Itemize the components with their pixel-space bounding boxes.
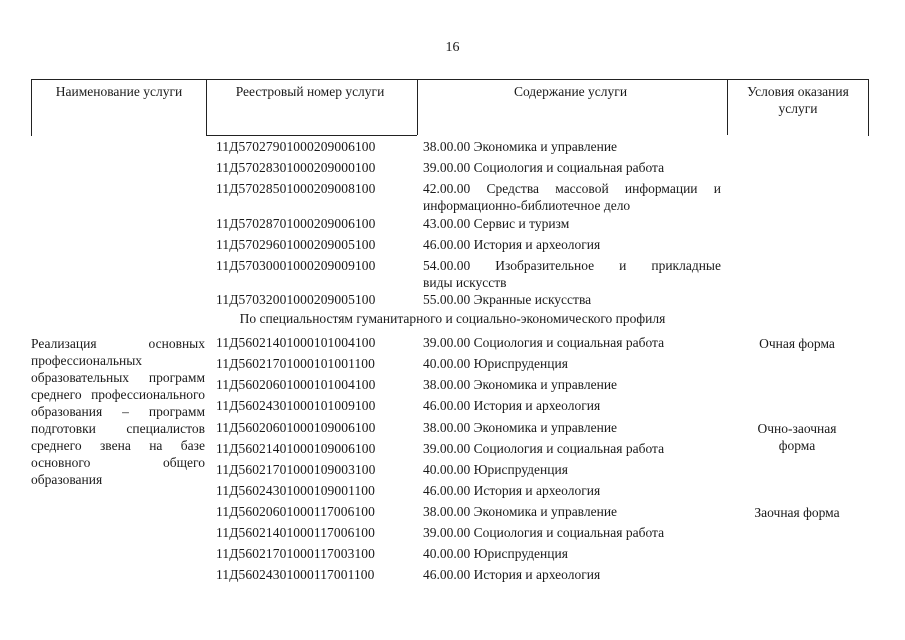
registry-number: 11Д56021401000109006100 <box>216 441 376 456</box>
registry-number: 11Д56020601000117006100 <box>216 504 376 519</box>
table-row <box>0 483 905 504</box>
table-row <box>0 160 905 181</box>
registry-number: 11Д57030001000209009100 <box>216 258 376 273</box>
service-content: 39.00.00 Социология и социальная работа <box>423 335 665 350</box>
registry-number: 11Д56021401000101004100 <box>216 335 376 350</box>
condition-distance: Заочная форма <box>754 505 840 520</box>
registry-number: 11Д57028701000209006100 <box>216 216 376 231</box>
service-content: 40.00.00 Юриспруденция <box>423 546 568 561</box>
service-content-continuation: информационно-библиотечное дело <box>423 198 631 213</box>
page-number: 16 <box>445 40 460 55</box>
registry-number: 11Д56021701000101001100 <box>216 356 376 371</box>
service-content: 40.00.00 Юриспруденция <box>423 356 568 371</box>
service-content: 38.00.00 Экономика и управление <box>423 377 618 392</box>
table-row <box>0 139 905 160</box>
service-content: 39.00.00 Социология и социальная работа <box>423 525 665 540</box>
registry-number: 11Д56021701000109003100 <box>216 462 376 477</box>
table-row <box>0 237 905 258</box>
registry-number: 11Д56024301000109001100 <box>216 483 376 498</box>
table-row <box>0 216 905 237</box>
table-row <box>0 377 905 398</box>
table-row <box>0 546 905 567</box>
table-row <box>0 462 905 483</box>
registry-number: 11Д57032001000209005100 <box>216 292 376 307</box>
service-content: 38.00.00 Экономика и управление <box>423 139 618 154</box>
header-service-name: Наименование услуги <box>55 84 183 99</box>
service-content: 38.00.00 Экономика и управление <box>423 504 618 519</box>
service-name: Реализация основных профессиональных образовательных программ среднего профессионального образования – программ подготовки специалистов среднего звена на базе основного общего образования <box>31 336 205 487</box>
service-content: 46.00.00 История и археология <box>423 398 601 413</box>
table-row <box>0 567 905 588</box>
service-content-continuation: виды искусств <box>423 275 507 290</box>
registry-number: 11Д57027901000209006100 <box>216 139 376 154</box>
table-header-row <box>31 79 869 136</box>
service-content: 39.00.00 Социология и социальная работа <box>423 160 665 175</box>
service-content: 46.00.00 История и археология <box>423 567 601 582</box>
header-divider-2 <box>417 79 418 135</box>
header-service-conditions: Условия оказания услуги <box>747 84 849 116</box>
section-title: По специальностям гуманитарного и социально-экономического профиля <box>239 311 666 326</box>
registry-number: 11Д56024301000117001100 <box>216 567 375 582</box>
condition-part-time: Очно-заочная форма <box>757 421 837 453</box>
service-content: 40.00.00 Юриспруденция <box>423 462 568 477</box>
service-content: 55.00.00 Экранные искусства <box>423 292 592 307</box>
registry-number: 11Д57028301000209000100 <box>216 160 376 175</box>
service-content: 43.00.00 Сервис и туризм <box>423 216 570 231</box>
registry-number: 11Д56020601000109006100 <box>216 420 376 435</box>
service-content: 39.00.00 Социология и социальная работа <box>423 441 665 456</box>
header-bottom-border <box>206 135 417 136</box>
registry-number: 11Д56020601000101004100 <box>216 377 376 392</box>
registry-number: 11Д57028501000209008100 <box>216 181 376 196</box>
table-row <box>0 398 905 419</box>
header-divider-3 <box>727 79 728 135</box>
service-content: 54.00.00 Изобразительное и прикладные <box>423 258 721 273</box>
header-divider-1 <box>206 79 207 135</box>
table-row <box>0 356 905 377</box>
service-content: 46.00.00 История и археология <box>423 237 601 252</box>
service-content: 38.00.00 Экономика и управление <box>423 420 618 435</box>
registry-number: 11Д56021701000117003100 <box>216 546 376 561</box>
condition-full-time: Очная форма <box>759 336 835 351</box>
header-registry-number: Реестровый номер услуги <box>235 84 385 99</box>
registry-number: 11Д57029601000209005100 <box>216 237 376 252</box>
service-content: 42.00.00 Средства массовой информации и <box>423 181 721 196</box>
table-row <box>0 292 905 313</box>
table-row <box>0 525 905 546</box>
registry-number: 11Д56024301000101009100 <box>216 398 376 413</box>
header-service-content: Содержание услуги <box>513 84 628 99</box>
service-content: 46.00.00 История и археология <box>423 483 601 498</box>
registry-number: 11Д56021401000117006100 <box>216 525 376 540</box>
